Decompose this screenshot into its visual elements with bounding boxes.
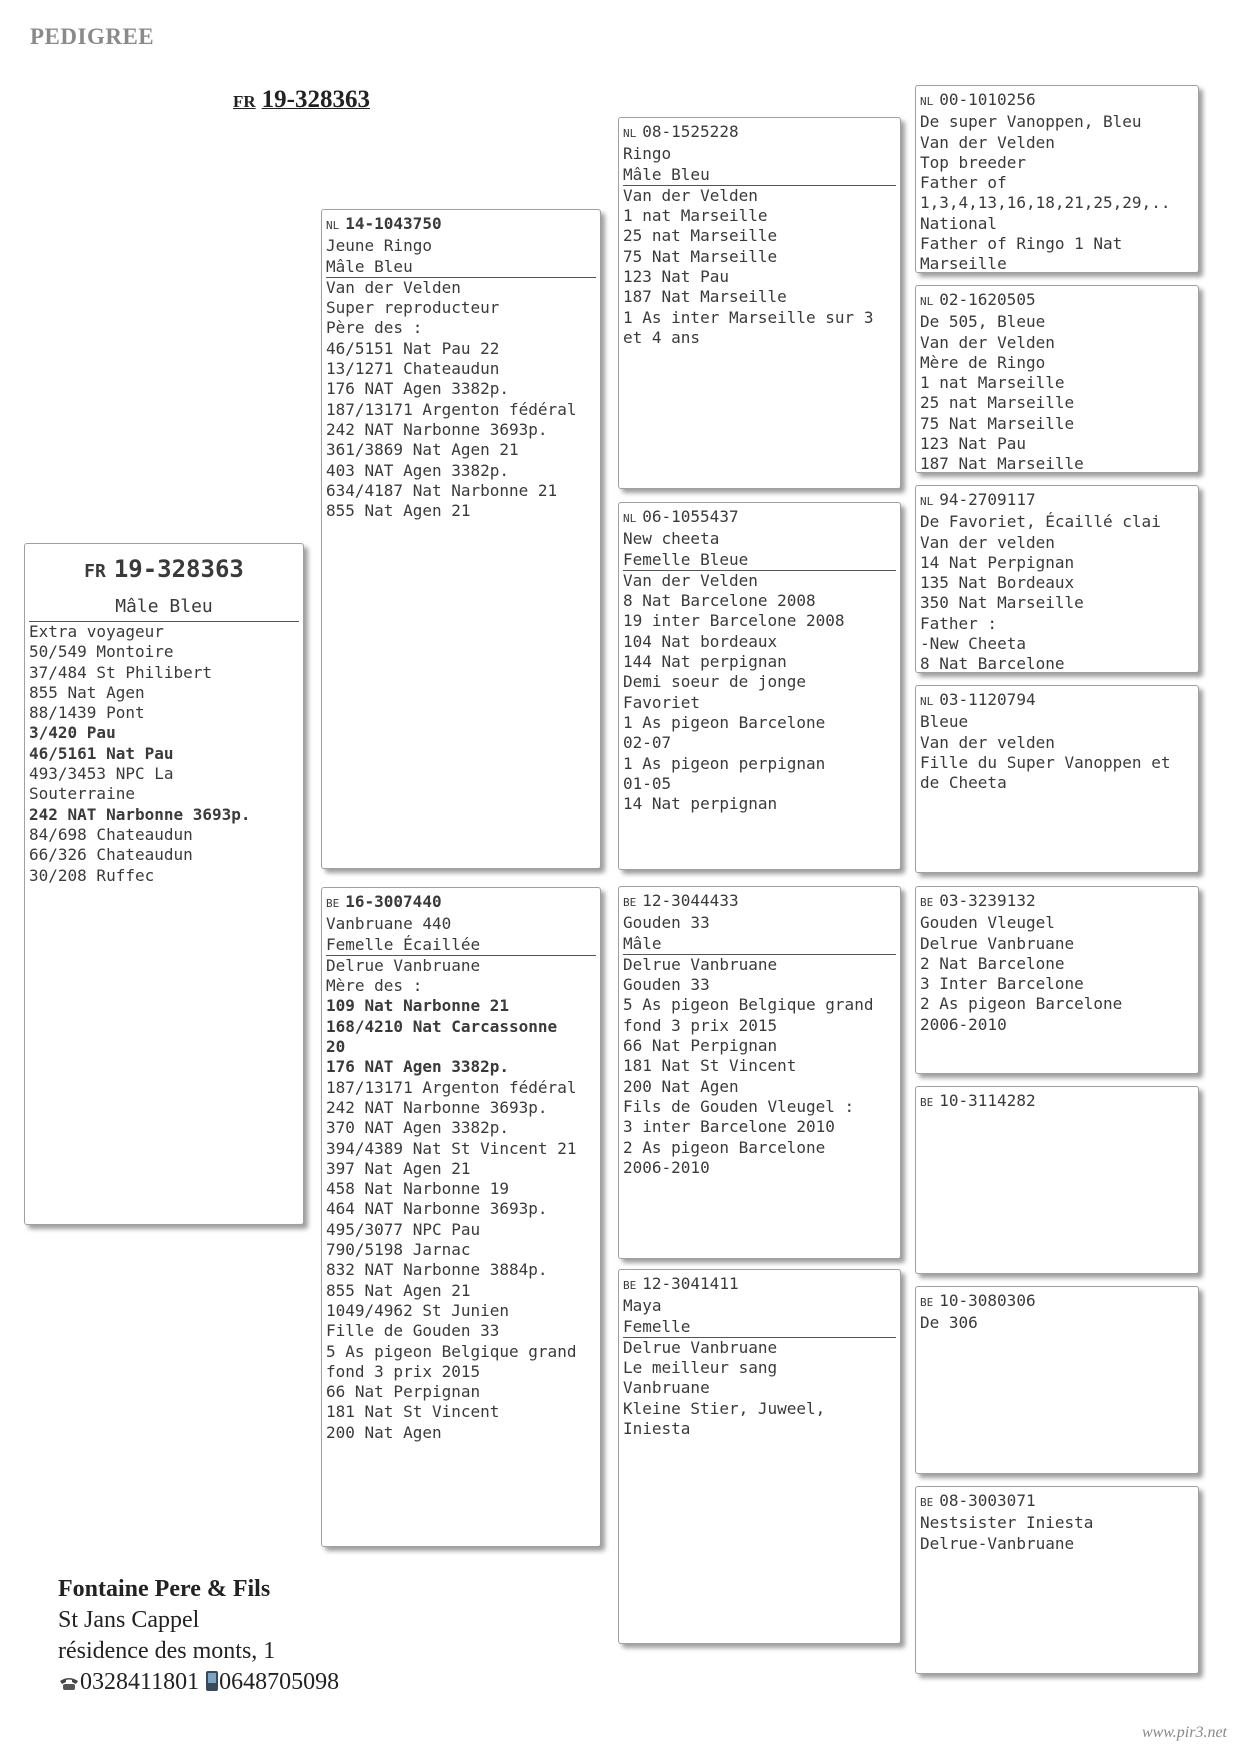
detail-line: National [920,213,998,233]
detail-line: 3 inter Barcelone 2010 [623,1117,835,1137]
detail-line: 1 nat Marseille [623,206,768,226]
dss-ring [920,891,1194,913]
detail-line: 66/326 Chateaudun [29,845,193,865]
detail-line: 2 As pigeon Barcelone [623,1137,826,1157]
sire-dam-ring [623,507,896,529]
detail-line: 109 Nat Narbonne 21 [326,996,510,1016]
detail-line: 464 NAT Narbonne 3693p. [326,1199,548,1219]
detail-line: 14 Nat Perpignan [920,552,1075,572]
dam-dam-name: Maya [623,1296,662,1316]
sdd-ring-number: 03-1120794 [939,690,1036,709]
detail-line: 242 NAT Narbonne 3693p. [326,419,548,439]
detail-line: 187 Nat Marseille [623,287,787,307]
detail-line: 181 Nat St Vincent [326,1402,500,1422]
sire-dam-ring-number: 06-1055437 [642,507,739,526]
main-ring-value: 19-328363 [261,86,370,113]
detail-line: 832 NAT Narbonne 3884p. [326,1260,548,1280]
subject-card [24,543,304,1225]
dam-card [321,887,601,1547]
dsd-ring [920,1091,1194,1113]
dam-sire-ring [623,891,896,913]
detail-line: Father : [920,613,998,633]
detail-line: 181 Nat St Vincent [623,1056,797,1076]
detail-line: Kleine Stier, Juweel, [623,1398,826,1418]
dam-dam-sex: Femelle [623,1317,896,1338]
detail-line: 361/3869 Nat Agen 21 [326,440,519,460]
owner-address: résidence des monts, 1 [58,1638,276,1664]
detail-line: Top breeder [920,152,1026,172]
detail-line: 5 As pigeon Belgique grand [623,995,874,1015]
detail-line: 25 nat Marseille [623,226,778,246]
telephone-icon [58,1670,80,1701]
sire-dam-name: New cheeta [623,529,720,549]
detail-line: et 4 ans [623,327,701,347]
detail-line: Van der velden [920,732,1055,752]
dam-dam-ring [623,1274,896,1296]
detail-line: 458 Nat Narbonne 19 [326,1179,510,1199]
ssd-country: NL [920,295,934,308]
detail-line: Souterraine [29,784,135,804]
detail-line: 75 Nat Marseille [920,413,1075,433]
dss-country: BE [920,896,934,909]
detail-line: 1 As pigeon Barcelone [623,712,826,732]
ddd-card [915,1486,1199,1674]
dam-dam-country: BE [623,1279,637,1292]
sire-country: NL [326,219,340,232]
sire-ring [326,214,596,236]
detail-line: Fille de Gouden 33 [326,1321,500,1341]
ssd-card [915,285,1199,473]
owner-name: Fontaine Pere & Fils [58,1576,271,1602]
detail-line: Van der Velden [326,277,461,297]
detail-line: 493/3453 NPC La [29,764,174,784]
detail-line: Vanbruane [623,1378,710,1398]
detail-line: 30/208 Ruffec [29,865,155,885]
ssd-ring-number: 02-1620505 [939,290,1036,309]
detail-line: 8 Nat Barcelone 2008 [623,591,816,611]
owner-phone: 0328411801 [80,1669,200,1695]
sire-sire-name: Ringo [623,144,672,164]
footer-url[interactable]: www.pir3.net [1141,1724,1227,1741]
detail-line: 200 Nat Agen [623,1076,739,1096]
dsd-country: BE [920,1096,934,1109]
detail-line: 50/549 Montoire [29,642,174,662]
sire-card [321,209,601,869]
detail-line: 242 NAT Narbonne 3693p. [29,804,251,824]
detail-line: Mère de Ringo [920,352,1046,372]
detail-line: 855 Nat Agen [29,682,145,702]
detail-line: 84/698 Chateaudun [29,824,193,844]
dam-sire-ring-number: 12-3044433 [642,891,739,910]
detail-line: 66 Nat Perpignan [623,1036,778,1056]
sdd-ring [920,690,1194,712]
sire-sire-sex: Mâle Bleu [623,165,896,186]
dam-sire-country: BE [623,896,637,909]
sss-country: NL [920,95,934,108]
detail-line: 3 Inter Barcelone [920,974,1084,994]
detail-line: Van der velden [920,532,1055,552]
detail-line: 2 As pigeon Barcelone [920,994,1123,1014]
detail-line: Favoriet [623,692,701,712]
detail-line: Delrue-Vanbruane [920,1533,1075,1553]
ddd-ring-number: 08-3003071 [939,1491,1036,1510]
detail-line: 1049/4962 St Junien [326,1300,510,1320]
detail-line: Fils de Gouden Vleugel : [623,1096,855,1116]
detail-line: fond 3 prix 2015 [623,1015,778,1035]
detail-line: 790/5198 Jarnac [326,1240,471,1260]
detail-line: 397 Nat Agen 21 [326,1158,471,1178]
detail-line: 2006-2010 [920,1014,1007,1034]
detail-line: De Favoriet, Écaillé clai [920,512,1161,532]
subject-country: FR [84,561,106,582]
subject-ring [29,552,299,589]
detail-line: 13/1271 Chateaudun [326,359,500,379]
main-ring-number [233,86,370,114]
detail-line: 1 As inter Marseille sur 3 [623,307,874,327]
detail-line: Van der Velden [623,185,758,205]
detail-line: 88/1439 Pont [29,703,145,723]
detail-line: Demi soeur de jonge [623,672,807,692]
detail-line: 394/4389 Nat St Vincent 21 [326,1138,577,1158]
owner-mobile: 0648705098 [219,1669,340,1695]
page-title: PEDIGREE [30,24,155,49]
sss-ring-number: 00-1010256 [939,90,1036,109]
detail-line: Van der Velden [623,570,758,590]
detail-line: 37/484 St Philibert [29,662,213,682]
subject-sex: Mâle Bleu [29,593,299,622]
dsd-card [915,1086,1199,1274]
detail-line: Fille du Super Vanoppen et [920,752,1171,772]
detail-line: Gouden 33 [623,975,710,995]
detail-line: 1 nat Marseille [920,373,1065,393]
sire-dam-country: NL [623,512,637,525]
sdd-country: NL [920,695,934,708]
detail-line: 634/4187 Nat Narbonne 21 [326,480,558,500]
sire-sire-card [618,117,901,489]
detail-line: -New Cheeta [920,634,1026,654]
owner-info [58,1574,339,1701]
detail-line: 168/4210 Nat Carcassonne [326,1016,558,1036]
mobile-phone-icon [205,1670,219,1701]
detail-line: 350 Nat Marseille [920,593,1084,613]
dds-ring [920,1291,1194,1313]
detail-line: Marseille [920,254,1007,273]
sire-dam-sex: Femelle Bleue [623,550,896,571]
detail-line: 135 Nat Bordeaux [920,573,1075,593]
sire-sire-country: NL [623,127,637,140]
detail-line: Delrue Vanbruane [623,1337,778,1357]
dam-sire-sex: Mâle [623,934,896,955]
detail-line: Delrue Vanbruane [326,955,481,975]
detail-line: 46/5161 Nat Pau [29,743,174,763]
detail-line: 855 Nat Agen 21 [326,501,471,521]
detail-line: 403 NAT Agen 3382p. [326,460,510,480]
sss-card [915,85,1199,273]
sire-sex: Mâle Bleu [326,257,596,278]
dsd-ring-number: 10-3114282 [939,1091,1036,1110]
dds-ring-number: 10-3080306 [939,1291,1036,1310]
sire-name: Jeune Ringo [326,236,432,256]
detail-line: 187/13171 Argenton fédéral [326,1077,577,1097]
detail-line: 176 NAT Agen 3382p. [326,1057,510,1077]
detail-line: 02-07 [623,733,672,753]
dam-sire-name: Gouden 33 [623,913,710,933]
detail-line: 495/3077 NPC Pau [326,1219,481,1239]
detail-line: Iniesta [623,1419,691,1439]
detail-line: 2 Nat Barcelone [920,953,1065,973]
sss-ring [920,90,1194,112]
sds-ring [920,490,1194,512]
detail-line: 3/420 Pau [29,723,116,743]
dam-sire-card [618,886,901,1259]
detail-line: 187 Nat Marseille [920,454,1084,473]
detail-line: 144 Nat perpignan [623,652,787,672]
dam-dam-card [618,1269,901,1644]
detail-line: 176 NAT Agen 3382p. [326,379,510,399]
subject-details [29,622,299,886]
detail-line: Gouden Vleugel [920,913,1055,933]
detail-line: 5 As pigeon Belgique grand [326,1341,577,1361]
ssd-ring [920,290,1194,312]
detail-line: De 306 [920,1313,978,1333]
detail-line: Father of [920,173,1007,193]
detail-line: 123 Nat Pau [623,267,729,287]
sds-card [915,485,1199,673]
dds-country: BE [920,1296,934,1309]
detail-line: Extra voyageur [29,622,164,641]
dds-card [915,1286,1199,1474]
dam-ring-number: 16-3007440 [345,892,442,911]
detail-line: de Cheeta [920,773,1007,793]
sds-ring-number: 94-2709117 [939,490,1036,509]
dam-sex: Femelle Écaillée [326,935,596,956]
detail-line: 1 As pigeon perpignan [623,753,826,773]
dss-ring-number: 03-3239132 [939,891,1036,910]
dam-dam-ring-number: 12-3041411 [642,1274,739,1293]
detail-line: 14 Nat perpignan [623,794,778,814]
detail-line: Mère des : [326,976,423,996]
dam-ring [326,892,596,914]
detail-line: 25 nat Marseille [920,393,1075,413]
main-ring-country: FR [233,92,256,111]
owner-phones [58,1667,339,1701]
detail-line: 46/5151 Nat Pau 22 [326,338,500,358]
owner-city: St Jans Cappel [58,1607,200,1633]
detail-line: 104 Nat bordeaux [623,631,778,651]
detail-line: Nestsister Iniesta [920,1513,1094,1533]
detail-line: 1,3,4,13,16,18,21,25,29,.. [920,193,1171,213]
dam-country: BE [326,897,340,910]
detail-line: fond 3 prix 2015 [326,1361,481,1381]
detail-line: 200 Nat Agen [326,1422,442,1442]
sire-ring-number: 14-1043750 [345,214,442,233]
dam-name: Vanbruane 440 [326,914,452,934]
sds-country: NL [920,495,934,508]
sire-sire-ring [623,122,896,144]
detail-line: Van der Velden [920,332,1055,352]
sire-sire-ring-number: 08-1525228 [642,122,739,141]
detail-line: 123 Nat Pau [920,434,1026,454]
detail-line: De super Vanoppen, Bleu [920,112,1142,132]
detail-line: Super reproducteur [326,298,500,318]
detail-line: 75 Nat Marseille [623,246,778,266]
detail-line: 20 [326,1037,346,1057]
detail-line: 19 inter Barcelone 2008 [623,611,845,631]
detail-line: De 505, Bleue [920,312,1046,332]
detail-line: 187/13171 Argenton fédéral [326,399,577,419]
detail-line: 370 NAT Agen 3382p. [326,1118,510,1138]
detail-line: Father of Ringo 1 Nat [920,234,1123,254]
detail-line: Delrue Vanbruane [920,933,1075,953]
detail-line: 66 Nat Perpignan [326,1382,481,1402]
detail-line: Le meilleur sang [623,1358,778,1378]
detail-line: 8 Nat Barcelone [920,654,1065,673]
detail-line: Bleue [920,712,969,732]
detail-line: Delrue Vanbruane [623,954,778,974]
detail-line: 01-05 [623,773,672,793]
ddd-ring [920,1491,1194,1513]
detail-line: Père des : [326,318,423,338]
sdd-card [915,685,1199,873]
detail-line: Van der Velden [920,132,1055,152]
ddd-country: BE [920,1496,934,1509]
subject-ring-number: 19-328363 [113,555,244,583]
detail-line: 242 NAT Narbonne 3693p. [326,1097,548,1117]
detail-line: 2006-2010 [623,1157,710,1177]
dss-card [915,886,1199,1074]
sire-dam-card [618,502,901,870]
detail-line: 855 Nat Agen 21 [326,1280,471,1300]
